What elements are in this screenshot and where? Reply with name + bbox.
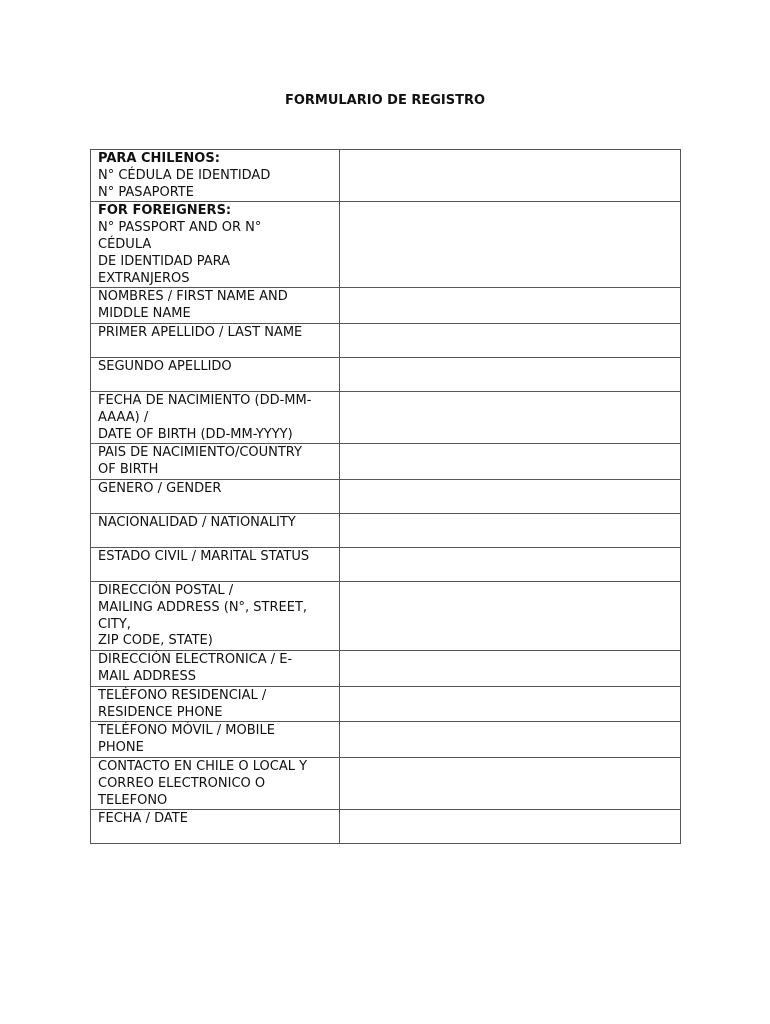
field-label-line: PAIS DE NACIMIENTO/COUNTRY	[98, 445, 302, 461]
field-value-birth-date[interactable]	[340, 391, 681, 443]
field-label-birth-country	[91, 444, 340, 480]
form-row-residence-phone	[91, 686, 681, 722]
field-value-first-name[interactable]	[340, 288, 681, 324]
field-label-line: EXTRANJEROS	[98, 270, 190, 286]
field-label-first-name	[91, 288, 340, 324]
field-value-birth-country[interactable]	[340, 444, 681, 480]
field-value-last-name[interactable]	[340, 323, 681, 357]
page-title: FORMULARIO DE REGISTRO	[284, 93, 486, 108]
field-label-line: AAAA) /	[98, 409, 149, 425]
field-label-line: GENERO / GENDER	[98, 480, 222, 496]
form-row-mailing-address	[91, 581, 681, 650]
field-label-line: RESIDENCE PHONE	[98, 704, 223, 720]
form-row-last-name	[91, 323, 681, 357]
form-row-email	[91, 651, 681, 687]
field-label-line: CITY,	[98, 616, 131, 632]
field-label-line: PARA CHILENOS:	[98, 151, 220, 166]
form-row-chilean-id	[91, 150, 681, 202]
field-label-line: CÉDULA	[98, 236, 152, 252]
field-value-marital-status[interactable]	[340, 547, 681, 581]
form-body	[91, 150, 681, 844]
field-label-gender	[91, 479, 340, 513]
field-value-foreigner-id[interactable]	[340, 202, 681, 288]
field-label-line: N° CÉDULA DE IDENTIDAD	[98, 167, 271, 183]
field-label-line: TELÉFONO MÓVIL / MOBILE	[98, 723, 275, 739]
field-value-mailing-address[interactable]	[340, 581, 681, 650]
field-label-marital-status	[91, 547, 340, 581]
field-value-residence-phone[interactable]	[340, 686, 681, 722]
form-row-date	[91, 810, 681, 844]
field-label-line: DE IDENTIDAD PARA	[98, 253, 231, 269]
form-row-nationality	[91, 513, 681, 547]
field-label-mailing-address	[91, 581, 340, 650]
field-label-last-name	[91, 323, 340, 357]
field-label-line: MIDDLE NAME	[98, 306, 191, 322]
field-label-email	[91, 651, 340, 687]
field-value-email[interactable]	[340, 651, 681, 687]
field-label-line: ESTADO CIVIL / MARITAL STATUS	[98, 548, 310, 564]
field-value-date[interactable]	[340, 810, 681, 844]
field-label-line: FECHA DE NACIMIENTO (DD-MM-	[98, 392, 312, 408]
field-label-line: OF BIRTH	[98, 462, 159, 478]
field-value-chilean-id[interactable]	[340, 150, 681, 202]
field-value-second-last-name[interactable]	[340, 357, 681, 391]
form-row-foreigner-id	[91, 202, 681, 288]
field-label-line: NACIONALIDAD / NATIONALITY	[98, 514, 296, 530]
registration-form-table	[90, 149, 681, 844]
field-label-line: N° PASSPORT AND OR N°	[98, 220, 262, 236]
field-label-residence-phone	[91, 686, 340, 722]
field-label-line: MAILING ADDRESS (N°, STREET,	[98, 599, 308, 615]
field-label-mobile-phone	[91, 722, 340, 758]
form-row-birth-date	[91, 391, 681, 443]
field-label-nationality	[91, 513, 340, 547]
field-label-line: PHONE	[98, 740, 144, 756]
field-label-date	[91, 810, 340, 844]
field-label-line: DIRECCIÓN ELECTRONICA / E-	[98, 652, 293, 668]
field-label-line: FOR FOREIGNERS:	[98, 203, 232, 219]
field-label-line: MAIL ADDRESS	[98, 668, 196, 684]
field-label-line: DIRECCIÓN POSTAL /	[98, 582, 234, 598]
form-row-first-name	[91, 288, 681, 324]
field-label-foreigner-id	[91, 202, 340, 288]
field-label-chilean-id	[91, 150, 340, 202]
form-row-birth-country	[91, 444, 681, 480]
form-row-mobile-phone	[91, 722, 681, 758]
field-label-contact-chile	[91, 757, 340, 809]
field-label-line: N° PASAPORTE	[98, 184, 194, 200]
form-row-gender	[91, 479, 681, 513]
field-label-birth-date	[91, 391, 340, 443]
form-row-marital-status	[91, 547, 681, 581]
field-label-line: NOMBRES / FIRST NAME AND	[98, 289, 288, 305]
field-value-nationality[interactable]	[340, 513, 681, 547]
field-value-contact-chile[interactable]	[340, 757, 681, 809]
form-row-contact-chile	[91, 757, 681, 809]
field-label-line: ZIP CODE, STATE)	[98, 633, 213, 649]
field-label-second-last-name	[91, 357, 340, 391]
field-value-mobile-phone[interactable]	[340, 722, 681, 758]
field-label-line: TELÉFONO RESIDENCIAL /	[98, 687, 267, 703]
form-row-second-last-name	[91, 357, 681, 391]
field-value-gender[interactable]	[340, 479, 681, 513]
field-label-line: CONTACTO EN CHILE O LOCAL Y	[98, 758, 308, 774]
field-label-line: TELEFONO	[98, 792, 168, 808]
field-label-line: FECHA / DATE	[98, 811, 188, 827]
field-label-line: CORREO ELECTRONICO O	[98, 775, 266, 791]
field-label-line: SEGUNDO APELLIDO	[98, 358, 232, 374]
field-label-line: PRIMER APELLIDO / LAST NAME	[98, 324, 303, 340]
field-label-line: DATE OF BIRTH (DD-MM-YYYY)	[98, 426, 293, 442]
